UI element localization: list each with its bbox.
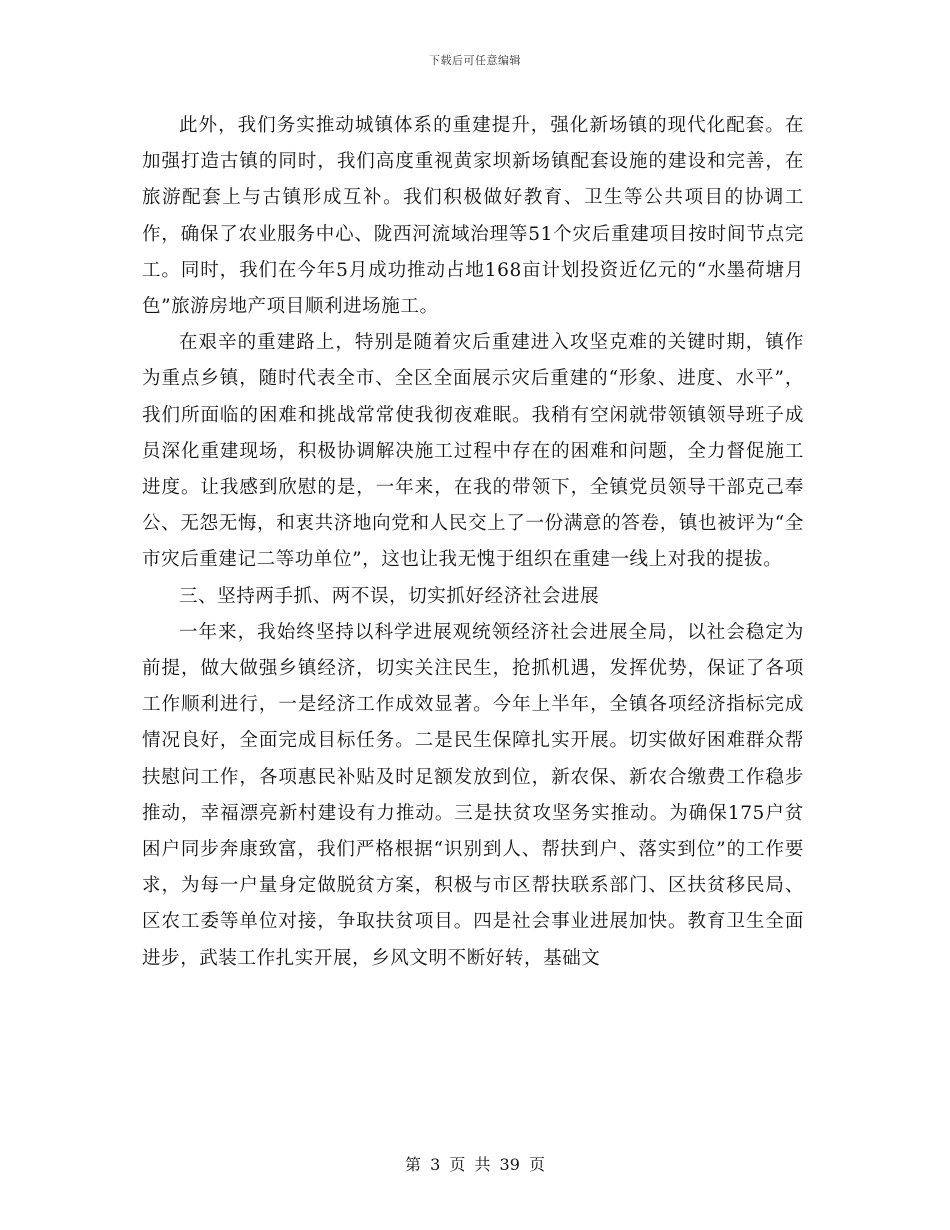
paragraph-1: 此外，我们务实推动城镇体系的重建提升，强化新场镇的现代化配套。在加强打造古镇的同时，我们高度重视黄家坝新场镇配套设施的建设和完善，在旅游配套上与古镇形成互补。我们积极做好教育、卫生等公共项目的协调工作，确保了农业服务中心、陇西河流域治理等51个灾后重建项目按时间节点完工。同时，我们在今年5月成功推动占地168亩计划投资近亿元的“水墨荷塘月色”旅游房地产项目顺利进场施工。 (142, 115, 804, 318)
page-number: 第 3 页 共 39 页 (405, 1155, 545, 1174)
page-header-note: 下载后可任意编辑 (429, 54, 521, 67)
paragraph-2: 在艰辛的重建路上，特别是随着灾后重建进入攻坚克难的关键时期，镇作为重点乡镇，随时代表全市、全区全面展示灾后重建的“形象、进度、水平”，我们所面临的困难和挑战常常使我彻夜难眠。我稍有空闲就带领镇领导班子成员深化重建现场，积极协调解决施工过程中存在的困难和问题，全力督促施工进度。让我感到欣慰的是，一年来，在我的带领下，全镇党员领导干部克己奉公、无怨无悔，和衷共济地向党和人民交上了一份满意的答卷，镇也被评为“全市灾后重建记二等功单位”，这也让我无愧于组织在重建一线上对我的提拔。 (142, 332, 804, 571)
document-body (142, 108, 804, 977)
paragraph-3: 一年来，我始终坚持以科学进展观统领经济社会进展全局，以社会稳定为前提，做大做强乡镇经济，切实关注民生，抢抓机遇，发挥优势，保证了各项工作顺利进行，一是经济工作成效显著。今年上半年，全镇各项经济指标完成情况良好，全面完成目标任务。二是民生保障扎实开展。切实做好困难群众帮扶慰问工作，各项惠民补贴及时足额发放到位，新农保、新农合缴费工作稳步推动，幸福漂亮新村建设有力推动。三是扶贫攻坚务实推动。为确保175户贫困户同步奔康致富，我们严格根据“识别到人、帮扶到户、落实到位”的工作要求，为每一户量身定做脱贫方案，积极与市区帮扶联系部门、区扶贫移民局、区农工委等单位对接，争取扶贫项目。四是社会事业进展加快。教育卫生全面进步，武装工作扎实开展，乡风文明不断好转，基础文 (142, 621, 804, 969)
section-heading: 三、坚持两手抓、两不误，切实抓好经济社会进展 (179, 585, 600, 607)
